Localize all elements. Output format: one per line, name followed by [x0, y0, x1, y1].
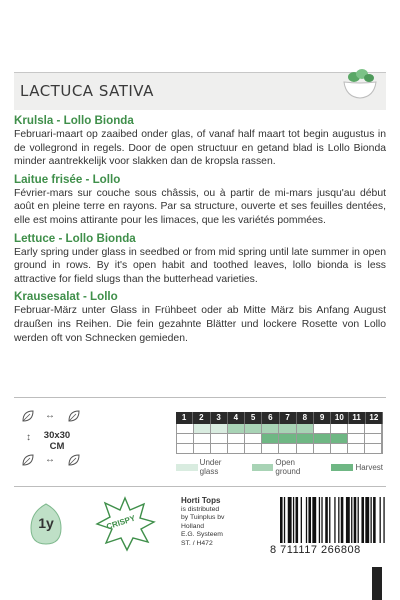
- distributor-line: by Tuinplus bv: [181, 514, 225, 522]
- calendar-cell: [348, 424, 365, 433]
- distributor-info: [181, 497, 253, 549]
- barcode-bar: [284, 497, 285, 543]
- section-english: [14, 231, 386, 287]
- spacing-value: 30x30: [43, 430, 71, 441]
- calendar-cell: [297, 444, 314, 453]
- calendar-cell: [297, 434, 314, 443]
- calendar-cell: [314, 444, 331, 453]
- barcode-bar: [361, 497, 364, 543]
- vertical-arrow-icon: ↕: [26, 432, 31, 443]
- brand-name: Horti Tops: [181, 496, 221, 505]
- calendar-cell: [262, 434, 279, 443]
- calendar-cell: [228, 424, 245, 433]
- distributor-line: ST. / H472: [181, 539, 213, 547]
- leaf-icon: [68, 454, 80, 466]
- section-dutch: [14, 113, 386, 169]
- month-header: 7: [280, 412, 297, 424]
- calendar-cell: [279, 424, 296, 433]
- crispy-badge: [94, 496, 156, 552]
- barcode-digits: 8 711117 266808: [270, 544, 361, 556]
- month-header: 9: [314, 412, 331, 424]
- calendar-cell: [194, 424, 211, 433]
- barcode-bar: [325, 497, 328, 543]
- legend-under-glass: [176, 458, 242, 476]
- distributor-line: is distributed: [181, 505, 220, 513]
- distributor-line: E.G. Systeem: [181, 531, 223, 539]
- barcode-bar: [308, 497, 311, 543]
- calendar-legend: [176, 458, 383, 476]
- barcode-bar: [288, 497, 292, 543]
- calendar-cell: [245, 444, 262, 453]
- calendar-cell: [194, 444, 211, 453]
- barcode-bar: [358, 497, 359, 543]
- legend-swatch: [252, 464, 274, 471]
- calendar-cell: [262, 444, 279, 453]
- barcode-bar: [346, 497, 350, 543]
- section-body: Februar-März unter Glass in Frühbeet oder ab Mitte März bis Anfang August draußen ins Reihen. Die fein gezahnte Blätter und lockere Rosette von Lollo werden oft von Schnecken gemieden.: [14, 305, 386, 344]
- barcode-bar: [383, 497, 384, 543]
- calendar-grid: [176, 424, 383, 454]
- barcode-bar: [365, 497, 369, 543]
- section-body: Early spring under glass in seedbed or from mid spring until late summer in open ground in rows. By it's open habit and toothed leaves, lollo bionda is less attractive for field slugs than the butterhead varieties.: [14, 246, 386, 285]
- section-title: Krausesalat - Lollo: [14, 290, 118, 304]
- calendar-cell: [245, 434, 262, 443]
- calendar-cell: [331, 434, 348, 443]
- calendar-cell: [348, 434, 365, 443]
- calendar-cell: [314, 434, 331, 443]
- latin-name: LACTUCA SATIVA: [20, 82, 154, 100]
- barcode-bar: [334, 497, 335, 543]
- calendar-row: [177, 424, 382, 434]
- calendar-cell: [365, 444, 382, 453]
- month-header: 1: [176, 412, 193, 424]
- section-title: Krulsla - Lollo Bionda: [14, 114, 134, 127]
- spacing-unit: CM: [49, 441, 65, 452]
- legend-swatch: [331, 464, 353, 471]
- leaf-icon: [68, 410, 80, 422]
- barcode-bar: [293, 497, 294, 543]
- distributor-line: Holland: [181, 522, 205, 530]
- descriptions: [14, 113, 386, 348]
- calendar-cell: [211, 444, 228, 453]
- divider: [14, 397, 386, 398]
- spacing-panel: [18, 408, 88, 472]
- barcode-bar: [329, 497, 330, 543]
- calendar-cell: [177, 424, 194, 433]
- barcode-bars: [280, 497, 386, 543]
- calendar-cell: [279, 434, 296, 443]
- legend-harvest: [331, 463, 383, 472]
- calendar-cell: [211, 424, 228, 433]
- month-header: 5: [245, 412, 262, 424]
- calendar-row: [177, 444, 382, 454]
- calendar-cell: [331, 424, 348, 433]
- horizontal-arrow-icon: ↔: [45, 454, 55, 465]
- month-header: 11: [349, 412, 366, 424]
- barcode-bar: [301, 497, 302, 543]
- calendar-cell: [177, 434, 194, 443]
- barcode-bar: [341, 497, 344, 543]
- barcode-bar: [338, 497, 339, 543]
- section-title: Lettuce - Lollo Bionda: [14, 231, 136, 245]
- barcode-bar: [312, 497, 316, 543]
- calendar-cell: [314, 424, 331, 433]
- month-header: 10: [331, 412, 348, 424]
- crispy-label: CRISPY: [105, 513, 137, 532]
- edge-tab: [372, 567, 382, 600]
- barcode-bar: [354, 497, 357, 543]
- calendar-cell: [297, 424, 314, 433]
- barcode-bar: [380, 497, 381, 543]
- calendar-cell: [228, 434, 245, 443]
- salad-bowl-icon: [340, 65, 380, 105]
- horizontal-arrow-icon: ↔: [45, 410, 55, 421]
- month-header: 8: [297, 412, 314, 424]
- calendar-cell: [262, 424, 279, 433]
- section-title: Laitue frisée - Lollo: [14, 172, 121, 186]
- month-header: 6: [262, 412, 279, 424]
- legend-swatch: [176, 464, 198, 471]
- barcode-bar: [373, 497, 376, 543]
- legend-label: Open ground: [275, 458, 301, 476]
- section-french: [14, 172, 386, 228]
- section-german: [14, 289, 386, 345]
- month-header: 12: [366, 412, 383, 424]
- calendar-cell: [211, 434, 228, 443]
- barcode: [270, 497, 388, 561]
- calendar-cell: [365, 434, 382, 443]
- calendar-cell: [245, 424, 262, 433]
- barcode-bar: [306, 497, 307, 543]
- barcode-bar: [280, 497, 283, 543]
- calendar-months: [176, 412, 383, 424]
- spacing-size: [40, 430, 74, 452]
- barcode-bar: [319, 497, 320, 543]
- calendar-cell: [194, 434, 211, 443]
- section-body: Février-mars sur couche sous châssis, ou à partir de mi-mars jusqu'au début août en pleine terre en rayons. Par sa structure, ouverte et ses feuilles dentées, elle est moins attirante pour les limaces, que les variétés pommées.: [14, 187, 386, 226]
- section-body: Februari-maart op zaaibed onder glas, of vanaf half maart tot begin augustus in de vollegrond in regels. Door de open structuur en getand blad is Lollo Bionda minder aantrekkelijk voor slakken dan de kropsla rassen.: [14, 129, 386, 168]
- month-header: 4: [228, 412, 245, 424]
- calendar-cell: [228, 444, 245, 453]
- barcode-bar: [370, 497, 371, 543]
- barcode-bar: [351, 497, 352, 543]
- barcode-bar: [321, 497, 322, 543]
- legend-open-ground: [252, 458, 322, 476]
- calendar-cell: [331, 444, 348, 453]
- lifespan-badge: [30, 502, 62, 546]
- calendar-row: [177, 434, 382, 444]
- calendar-cell: [348, 444, 365, 453]
- lifespan-label: 1y: [38, 515, 54, 531]
- barcode-bar: [296, 497, 299, 543]
- month-header: 2: [193, 412, 210, 424]
- legend-label: Under glass: [199, 458, 222, 476]
- species-header: [14, 72, 386, 110]
- leaf-icon: [22, 410, 34, 422]
- month-header: 3: [211, 412, 228, 424]
- leaf-icon: [22, 454, 34, 466]
- calendar-cell: [365, 424, 382, 433]
- calendar-cell: [177, 444, 194, 453]
- divider: [14, 486, 386, 487]
- sowing-calendar: [176, 412, 383, 476]
- legend-label: Harvest: [355, 462, 383, 472]
- calendar-cell: [279, 444, 296, 453]
